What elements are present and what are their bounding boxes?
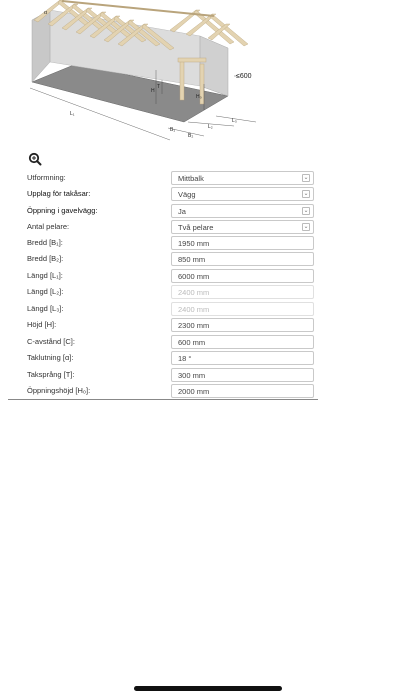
row-utformning xyxy=(0,171,320,187)
length-l1-label: L₁ xyxy=(70,111,75,117)
chevron-down-icon: ⌄ xyxy=(303,224,309,230)
home-indicator[interactable] xyxy=(134,686,282,691)
utformning-select[interactable] xyxy=(171,171,314,185)
row-langd-l3 xyxy=(0,302,320,318)
select-value: Ja xyxy=(178,207,186,216)
opening-beam xyxy=(178,58,206,62)
length-l3-label: L₃ xyxy=(232,118,237,124)
carport-illustration xyxy=(20,0,270,150)
post-left xyxy=(180,60,184,100)
select-value: Mittbalk xyxy=(178,174,204,183)
langd-l1-input[interactable]: 6000 mm xyxy=(171,269,314,283)
c-avstand-input[interactable]: 600 mm xyxy=(171,335,314,349)
field-label: Taksprång [T]: xyxy=(27,370,75,379)
row-taksprang xyxy=(0,368,320,384)
row-antal-pelare xyxy=(0,220,320,236)
select-value: Två pelare xyxy=(178,223,214,232)
field-label: Taklutning [α]: xyxy=(27,353,74,362)
width-b2-label: B₂ xyxy=(188,133,194,139)
row-langd-l2 xyxy=(0,285,320,301)
chevron-down-icon: ⌄ xyxy=(303,208,309,214)
langd-l3-input: 2400 mm xyxy=(171,302,314,316)
taklutning-input[interactable]: 18 ° xyxy=(171,351,314,365)
row-oppning xyxy=(0,204,320,220)
field-label: Längd [L₂]: xyxy=(27,287,64,296)
chevron-down-icon: ⌄ xyxy=(303,175,309,181)
antal-pelare-select[interactable] xyxy=(171,220,314,234)
row-c-avstand xyxy=(0,335,320,351)
row-taklutning xyxy=(0,351,320,367)
taksprang-input[interactable]: 300 mm xyxy=(171,368,314,382)
overhang-label: T xyxy=(157,84,161,90)
select-value: Vägg xyxy=(178,190,196,199)
opening-height-label: H₀ xyxy=(196,94,202,100)
field-label: C-avstånd [C]: xyxy=(27,337,75,346)
upplag-select[interactable] xyxy=(171,187,314,201)
row-langd-l1 xyxy=(0,269,320,285)
field-label: Antal pelare: xyxy=(27,222,70,231)
hojd-input[interactable]: 2300 mm xyxy=(171,318,314,332)
field-label: Längd [L₁]: xyxy=(27,271,63,280)
field-label: Öppning i gavelvägg: xyxy=(27,206,98,215)
bredd-b1-input[interactable]: 1950 mm xyxy=(171,236,314,250)
field-label: Längd [L₃]: xyxy=(27,304,64,313)
row-bredd-b2 xyxy=(0,252,320,268)
bredd-b2-input[interactable]: 850 mm xyxy=(171,252,314,266)
width-b1-label: B₁ xyxy=(170,127,176,133)
height-label: H xyxy=(151,88,155,94)
row-hojd xyxy=(0,318,320,334)
langd-l2-input: 2400 mm xyxy=(171,285,314,299)
form-divider xyxy=(8,399,318,400)
field-label: Upplag för takåsar: xyxy=(27,189,91,198)
field-label: Bredd [B₁]: xyxy=(27,238,63,247)
row-bredd-b1 xyxy=(0,236,320,252)
row-upplag xyxy=(0,187,320,203)
magnifier-plus-icon[interactable] xyxy=(28,152,42,166)
chevron-down-icon: ⌄ xyxy=(303,191,309,197)
field-label: Bredd [B₂]: xyxy=(27,254,64,263)
field-label: Öppningshöjd [H₀]: xyxy=(27,386,91,395)
spacing-label: ≤600 xyxy=(236,73,252,80)
row-oppningshojd xyxy=(0,384,320,400)
left-wall xyxy=(32,10,50,82)
field-label: Höjd [H]: xyxy=(27,320,57,329)
oppningshojd-input[interactable]: 2000 mm xyxy=(171,384,314,398)
field-label: Utformning: xyxy=(27,173,66,182)
angle-label: α xyxy=(44,10,48,16)
length-l2-label: L₂ xyxy=(208,124,213,130)
oppning-select[interactable] xyxy=(171,204,314,218)
